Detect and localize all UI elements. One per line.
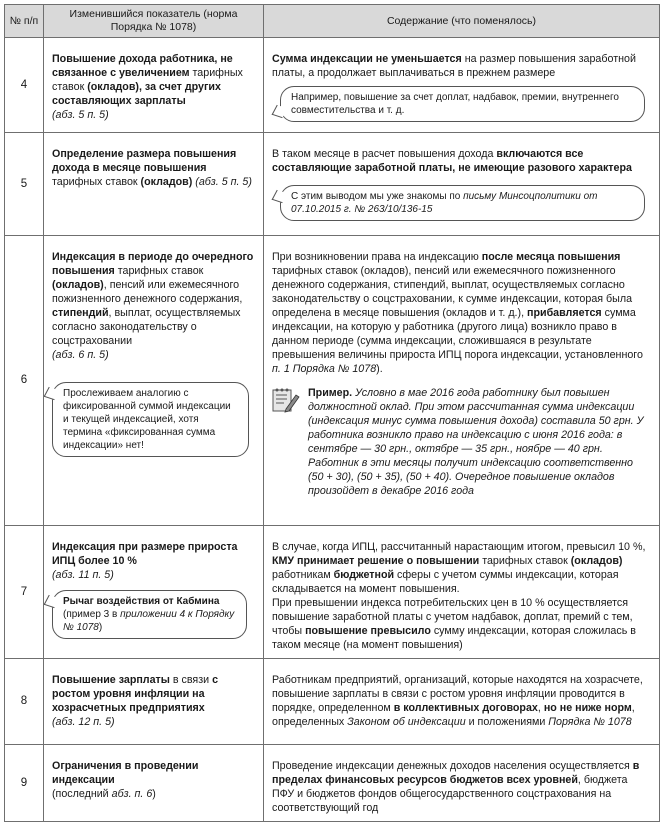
content-cell: В таком месяце в расчет повышения дохода включаются все составляющие заработной платы, не имеющие разового характера С этим выводом мы уже знакомы по письму Минсоцполитики от 07.10.2015 г. № 263/10/136-15 <box>264 133 660 236</box>
example-label: Пример. <box>308 387 353 399</box>
content-cell: Проведение индексации денежных доходов населения осуществляется в пределах финансовых ресурсов бюджетов всех уровней, бюджета ПФУ и бюджетов фондов общегосударственного соцстрахования на соответствующий год <box>264 745 660 822</box>
indicator-cell: Индексация в периоде до очередного повышения тарифных ставок (окладов), пенсий или ежемесячного пожизненного денежного содержания, стипендий, выплат, осуществляемых согласно законодательству о соцстраховании (абз. 6 п. 5) Прослеживаем аналогию с фиксированной суммой индексации и текущей индексацией, хотя термина «фиксированная сумма индексации» нет! <box>44 236 264 526</box>
table-row <box>5 526 660 659</box>
table-row <box>5 38 660 133</box>
indicator-cell: Определение размера повышения дохода в месяце повышения тарифных ставок (окладов) (абз. 5 п. 5) <box>44 133 264 236</box>
notepad-pencil-icon <box>272 387 300 413</box>
indicator-cell: Повышение дохода работника, не связанное с увеличением тарифных ставок (окладов), за счет других составляющих зарплаты (абз. 5 п. 5) <box>44 38 264 133</box>
table-row <box>5 659 660 745</box>
header-content: Содержание (что поменялось) <box>264 5 660 38</box>
indicator-cell: Индексация при размере прироста ИПЦ более 10 % (абз. 11 п. 5) Рычаг воздействия от Кабмина (пример 3 в приложении 4 к Порядку № 1078) <box>44 526 264 659</box>
note-bubble: С этим выводом мы уже знакомы по письму Минсоцполитики от 07.10.2015 г. № 263/10/136-15 <box>280 185 645 221</box>
example-block: Пример. Условно в мае 2016 года работнику был повышен должностной оклад. При этом рассчитанная сумма индексации (индексация минус сумма повышения дохода) составила 50 грн. У работника возникло право на индексацию с июня 2016 года: в сентябре — 30 грн., октябре — 35 грн., ноябре — 40 грн. Работник в эти месяцы получит индексацию соответственно (50 + 30), (50 + 35), (50 + 40). Очередное повышение окладов произойдет в декабре 2016 года <box>272 386 651 498</box>
letter-reference: письму Минсоцполитики от 07.10.2015 г. № 263/10/136-15 <box>291 191 598 215</box>
norm-reference: п. 1 Порядка № 1078 <box>272 363 377 375</box>
row-num: 7 <box>5 526 44 659</box>
table-row <box>5 133 660 236</box>
row-num: 6 <box>5 236 44 526</box>
norm-reference: (абз. 6 п. 5) <box>52 349 109 361</box>
content-cell: В случае, когда ИПЦ, рассчитанный нарастающим итогом, превысил 10 %, КМУ принимает решение о повышении тарифных ставок (окладов) работникам бюджетной сферы с учетом суммы индексации, которая складывается на момент повышения. При превышении индекса потребительских цен в 10 % осуществляется повышение заработной платы с учетом надбавок, доплат, премий с тем, чтобы повышение превысило сумму индексации, которая сложилась в таком месяце (на момент повышения) <box>264 526 660 659</box>
header-row <box>5 5 660 38</box>
row-num: 4 <box>5 38 44 133</box>
header-num: № п/п <box>5 5 44 38</box>
norm-reference: (абз. 5 п. 5) <box>195 176 252 188</box>
row-num: 5 <box>5 133 44 236</box>
norm-reference: (абз. 12 п. 5) <box>52 716 115 728</box>
indicator-cell: Ограничения в проведении индексации (последний абз. п. 6) <box>44 745 264 822</box>
row-num: 9 <box>5 745 44 822</box>
table-row <box>5 236 660 526</box>
indexation-table <box>4 4 660 822</box>
note-bubble: Рычаг воздействия от Кабмина (пример 3 в приложении 4 к Порядку № 1078) <box>52 590 247 639</box>
norm-reference: абз. п. 6 <box>111 788 153 800</box>
norm-reference: (абз. 5 п. 5) <box>52 109 109 121</box>
content-cell: Сумма индексации не уменьшается на размер повышения заработной платы, а продолжает выплачиваться в прежнем размере Например, повышение за счет доплат, надбавок, премии, внутреннего совместительства и т. д. <box>264 38 660 133</box>
header-indicator: Изменившийся показатель (норма Порядка № 1078) <box>44 5 264 38</box>
content-cell: Работникам предприятий, организаций, которые находятся на хозрасчете, повышение зарплаты в связи с ростом уровня инфляции проводится в порядке, определенном в коллективных договорах, но не ниже норм, определенных Законом об индексации и положениями Порядка № 1078 <box>264 659 660 745</box>
table-row <box>5 745 660 822</box>
note-bubble: Прослеживаем аналогию с фиксированной суммой индексации и текущей индексацией, хотя термина «фиксированная сумма индексации» нет! <box>52 382 249 457</box>
note-bubble: Например, повышение за счет доплат, надбавок, премии, внутреннего совместительства и т. д. <box>280 86 645 122</box>
content-cell: При возникновении права на индексацию после месяца повышения тарифных ставок (окладов), пенсий или ежемесячного пожизненного денежного содержания, стипендий, выплат, осуществляемых согласно законодательству о соцстраховании, к сумме индексации, которая была определена в месяце повышения (окладов и т. д.), прибавляется сумма индексации, на которую у работника (другого лица) возникло право в данном периоде (сумма индексации, сложившаяся в результате превышения величины прироста ИПЦ порога индексации, установленного п. 1 Порядка № 1078). Пример. Условно в мае 2016 года работнику был повышен должностной оклад. При этом рассчитанная сумма индексации (индексация минус сумма повышения дохода) составила 50 грн. У работника возникло право на индексацию с июня 2016 года: в сентябре — 30 грн., октябре — 35 грн., ноябре — 40 грн. Работник в эти месяцы получит индексацию соответственно (50 + 30), (50 + 35), (50 + 40). Очередное повышение окладов произойдет в декабре 2016 года <box>264 236 660 526</box>
norm-reference: (абз. 11 п. 5) <box>52 569 114 581</box>
indicator-cell: Повышение зарплаты в связи с ростом уровня инфляции на хозрасчетных предприятиях (абз. 12 п. 5) <box>44 659 264 745</box>
row-num: 8 <box>5 659 44 745</box>
